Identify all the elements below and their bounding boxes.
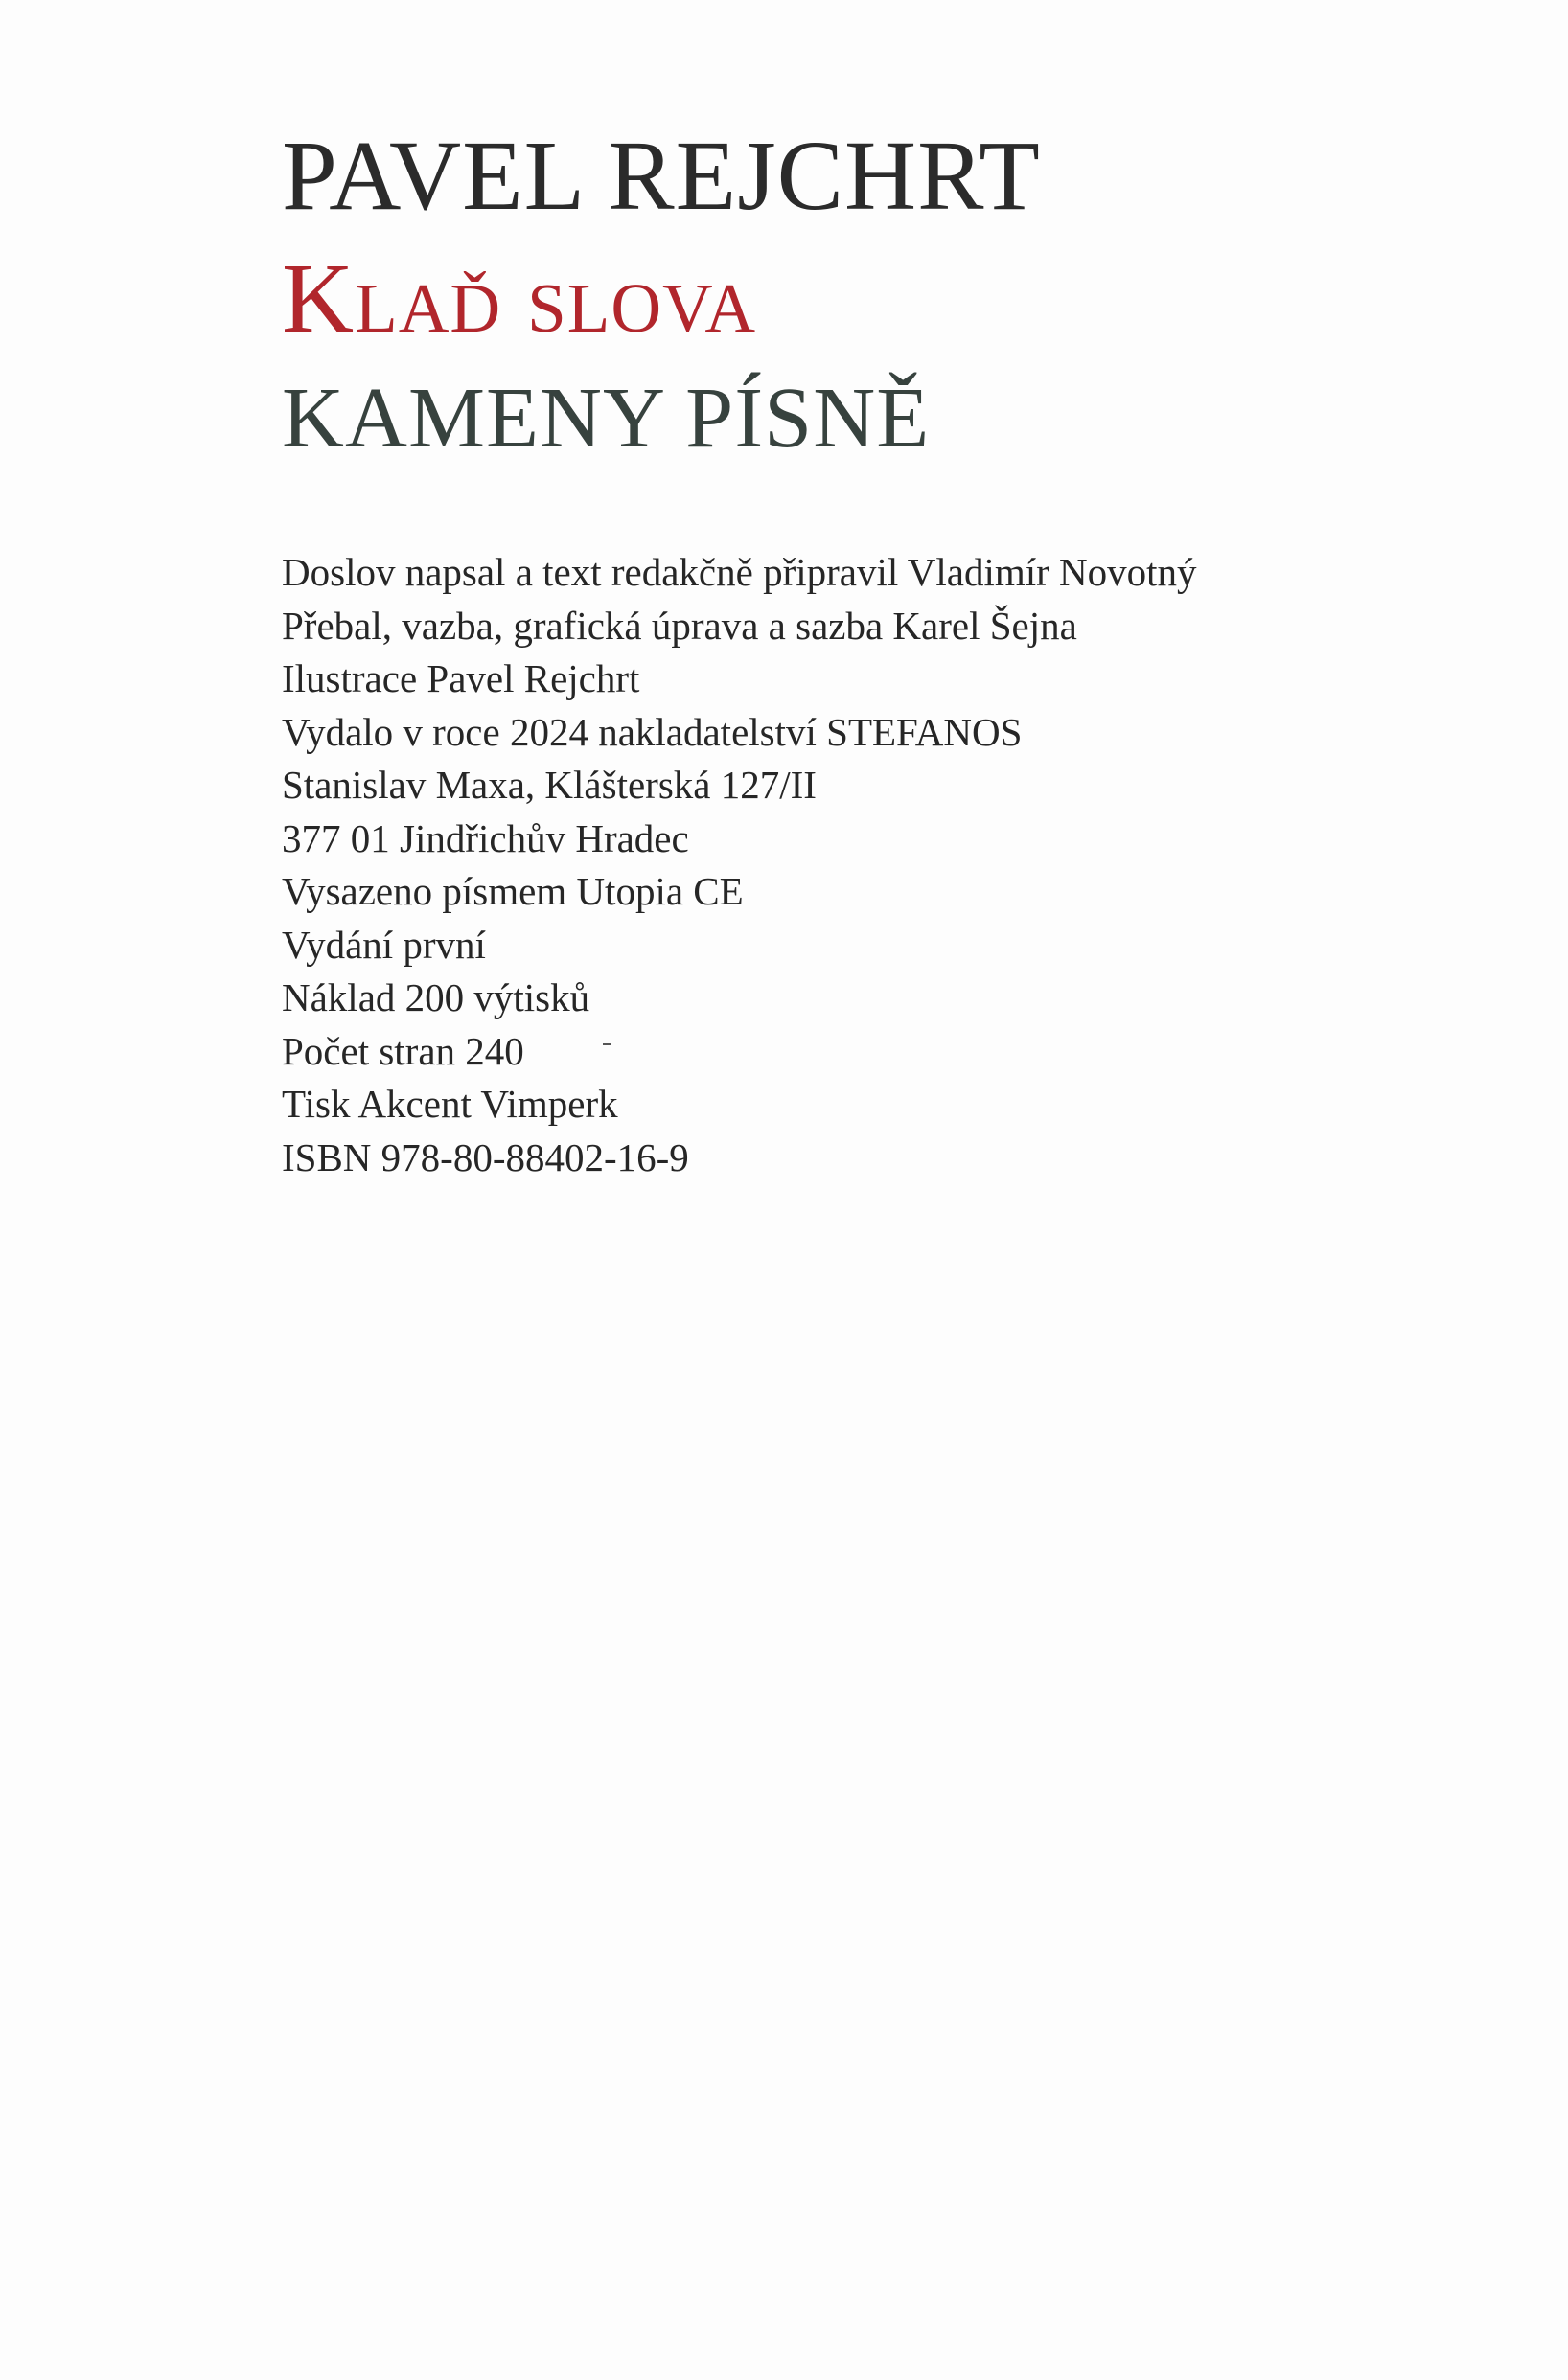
- colophon-line-isbn: ISBN 978-80-88402-16-9: [282, 1134, 689, 1179]
- colophon-line-afterword: Doslov napsal a text redakčně připravil Vladimír Novotný: [282, 550, 1197, 594]
- colophon-line-edition: Vydání první: [282, 922, 486, 967]
- book-title-rest: laď slova: [355, 243, 757, 354]
- colophon-line-publisher: Vydalo v roce 2024 nakladatelství STEFANOS: [282, 709, 1023, 754]
- colophon-line-print-run: Náklad 200 výtisků: [282, 975, 590, 1019]
- title-block: [282, 121, 1041, 498]
- colophon-line-address: Stanislav Maxa, Klášterská 127/II: [282, 763, 817, 807]
- colophon-line-illustrations: Ilustrace Pavel Rejchrt: [282, 656, 640, 700]
- book-title-initial: K: [282, 243, 356, 354]
- ink-speck: [603, 1043, 611, 1045]
- colophon-list: [282, 546, 1197, 1184]
- author-name: PAVEL REJCHRT: [282, 121, 1041, 231]
- colophon-line-typeface: Vysazeno písmem Utopia CE: [282, 869, 744, 913]
- colophon-line-page-count: Počet stran 240: [282, 1028, 524, 1073]
- book-title: [282, 243, 1041, 372]
- colophon-line-city: 377 01 Jindřichův Hradec: [282, 815, 689, 860]
- colophon-line-printer: Tisk Akcent Vimperk: [282, 1082, 618, 1126]
- book-subtitle: KAMENY PÍSNĚ: [282, 371, 931, 466]
- colophon-line-design: Přebal, vazba, grafická úprava a sazba Karel Šejna: [282, 603, 1077, 648]
